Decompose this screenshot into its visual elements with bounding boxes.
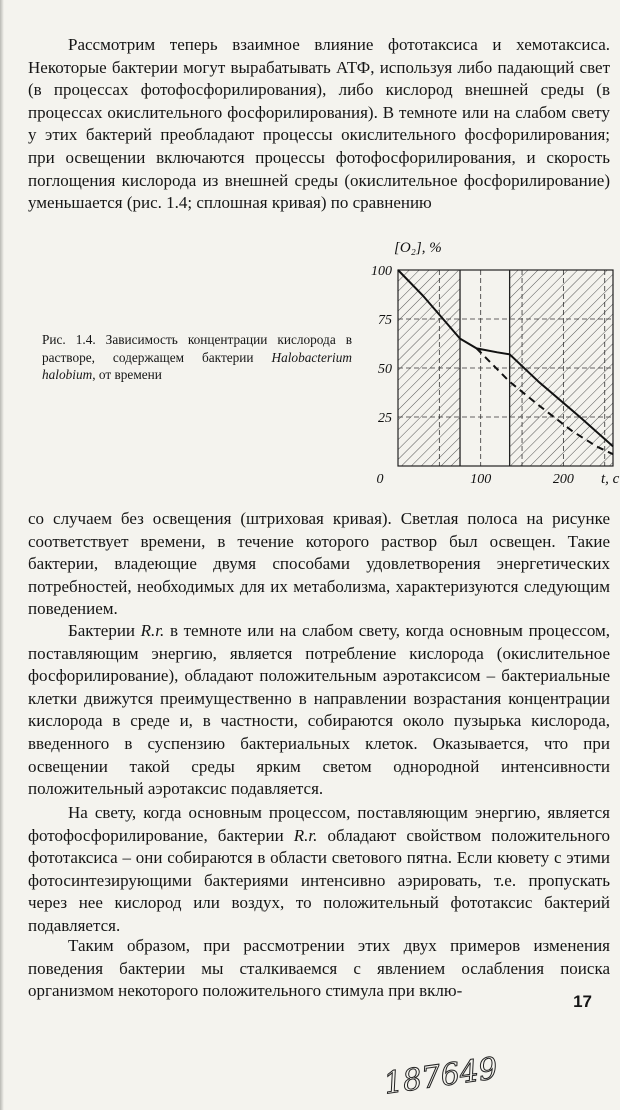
scan-edge [0,0,4,1110]
paragraph-3 [28,620,610,801]
y-axis-label: [O₂], % [394,240,442,256]
p4-rest: обладают свойством положительного фототаксиса – они собираются в области светового пятна. Если кювету с этими фотосинтезирующими бактериями интенсивно аэрировать, т.е. пропускать через нее кислород или воздух, то положительный фототаксис бактерий подавляется. [28,825,610,935]
y-tick-label: 25 [378,411,392,426]
handwritten-inventory-number [380,1050,515,1100]
p3-rest: в темноте или на слабом свету, когда основным процессом, поставляющим энергию, является потребление кислорода (окислительное фосфорилирование), обладают положительным аэротаксисом – бактериальные клетки движутся преимущественно в направлении возрастания концентрации кислорода в среде и, в частности, собираются около пузырька кислорода, введенного в суспензию бактериальных клеток. Оказывается, что при освещении такой среды ярким светом однородной интенсивности положительный аэротаксис подавляется. [28,621,611,799]
caption-prefix: Рис. 1.4. Зависимость концентрации кислорода в растворе, содержащем бактерии [42,332,352,365]
caption-suffix: , от времени [92,367,162,383]
oxygen-concentration-chart [348,232,620,504]
p3-start: Бактерии [68,621,141,640]
caption-species: Halobacterium halobium [42,349,352,383]
x-axis-label: t, c [601,471,620,487]
y-tick-label: 100 [371,264,392,279]
p3-species: R.r. [140,621,165,640]
figure-caption [42,331,352,384]
p4-species: R.r. [293,825,318,845]
y-tick-label: 50 [378,362,392,377]
x-tick-label: 0 [376,472,384,487]
svg-text:187649: 187649 [381,1051,500,1100]
x-tick-label: 200 [552,472,574,487]
paragraph-2: со случаем без освещения (штриховая кривая). Светлая полоса на рисунке соответствует времени, в течение которого раствор был освещен. Такие бактерии, владеющие двумя способами удовлетворения энергетических потребностей, необходимых для их метаболизма, характеризуются следующим поведением. [28,509,610,619]
page-number: 17 [573,992,592,1011]
p4-start: На свету, когда основным процессом, поставляющим энергию, является фотофосфорилирование, бактерии [28,803,610,845]
paragraph-1: Рассмотрим теперь взаимное влияние фототаксиса и хемотаксиса. Некоторые бактерии могут вырабатывать АТФ, используя либо падающий свет (в процессах фотофосфорилирования), либо кислород внешней среды (в процессах окислительного фосфорилирования). В темноте или на слабом свету у этих бактерий преобладают процессы окислительного фосфорилирования; при освещении включаются процессы фотофосфорилирования, и скорость поглощения кислорода из внешней среды (окислительное фосфорилирование) уменьшается (рис. 1.4; сплошная кривая) по сравнению [28,35,610,213]
paragraph-5: Таким образом, при рассмотрении этих двух примеров изменения поведения бактерии мы сталкиваемся с явлением ослабления поиска организмом некоторого положительного стимула при вклю- [28,936,610,1001]
y-tick-label: 75 [378,313,392,328]
x-tick-label: 100 [470,472,492,487]
paragraph-4 [28,802,610,938]
